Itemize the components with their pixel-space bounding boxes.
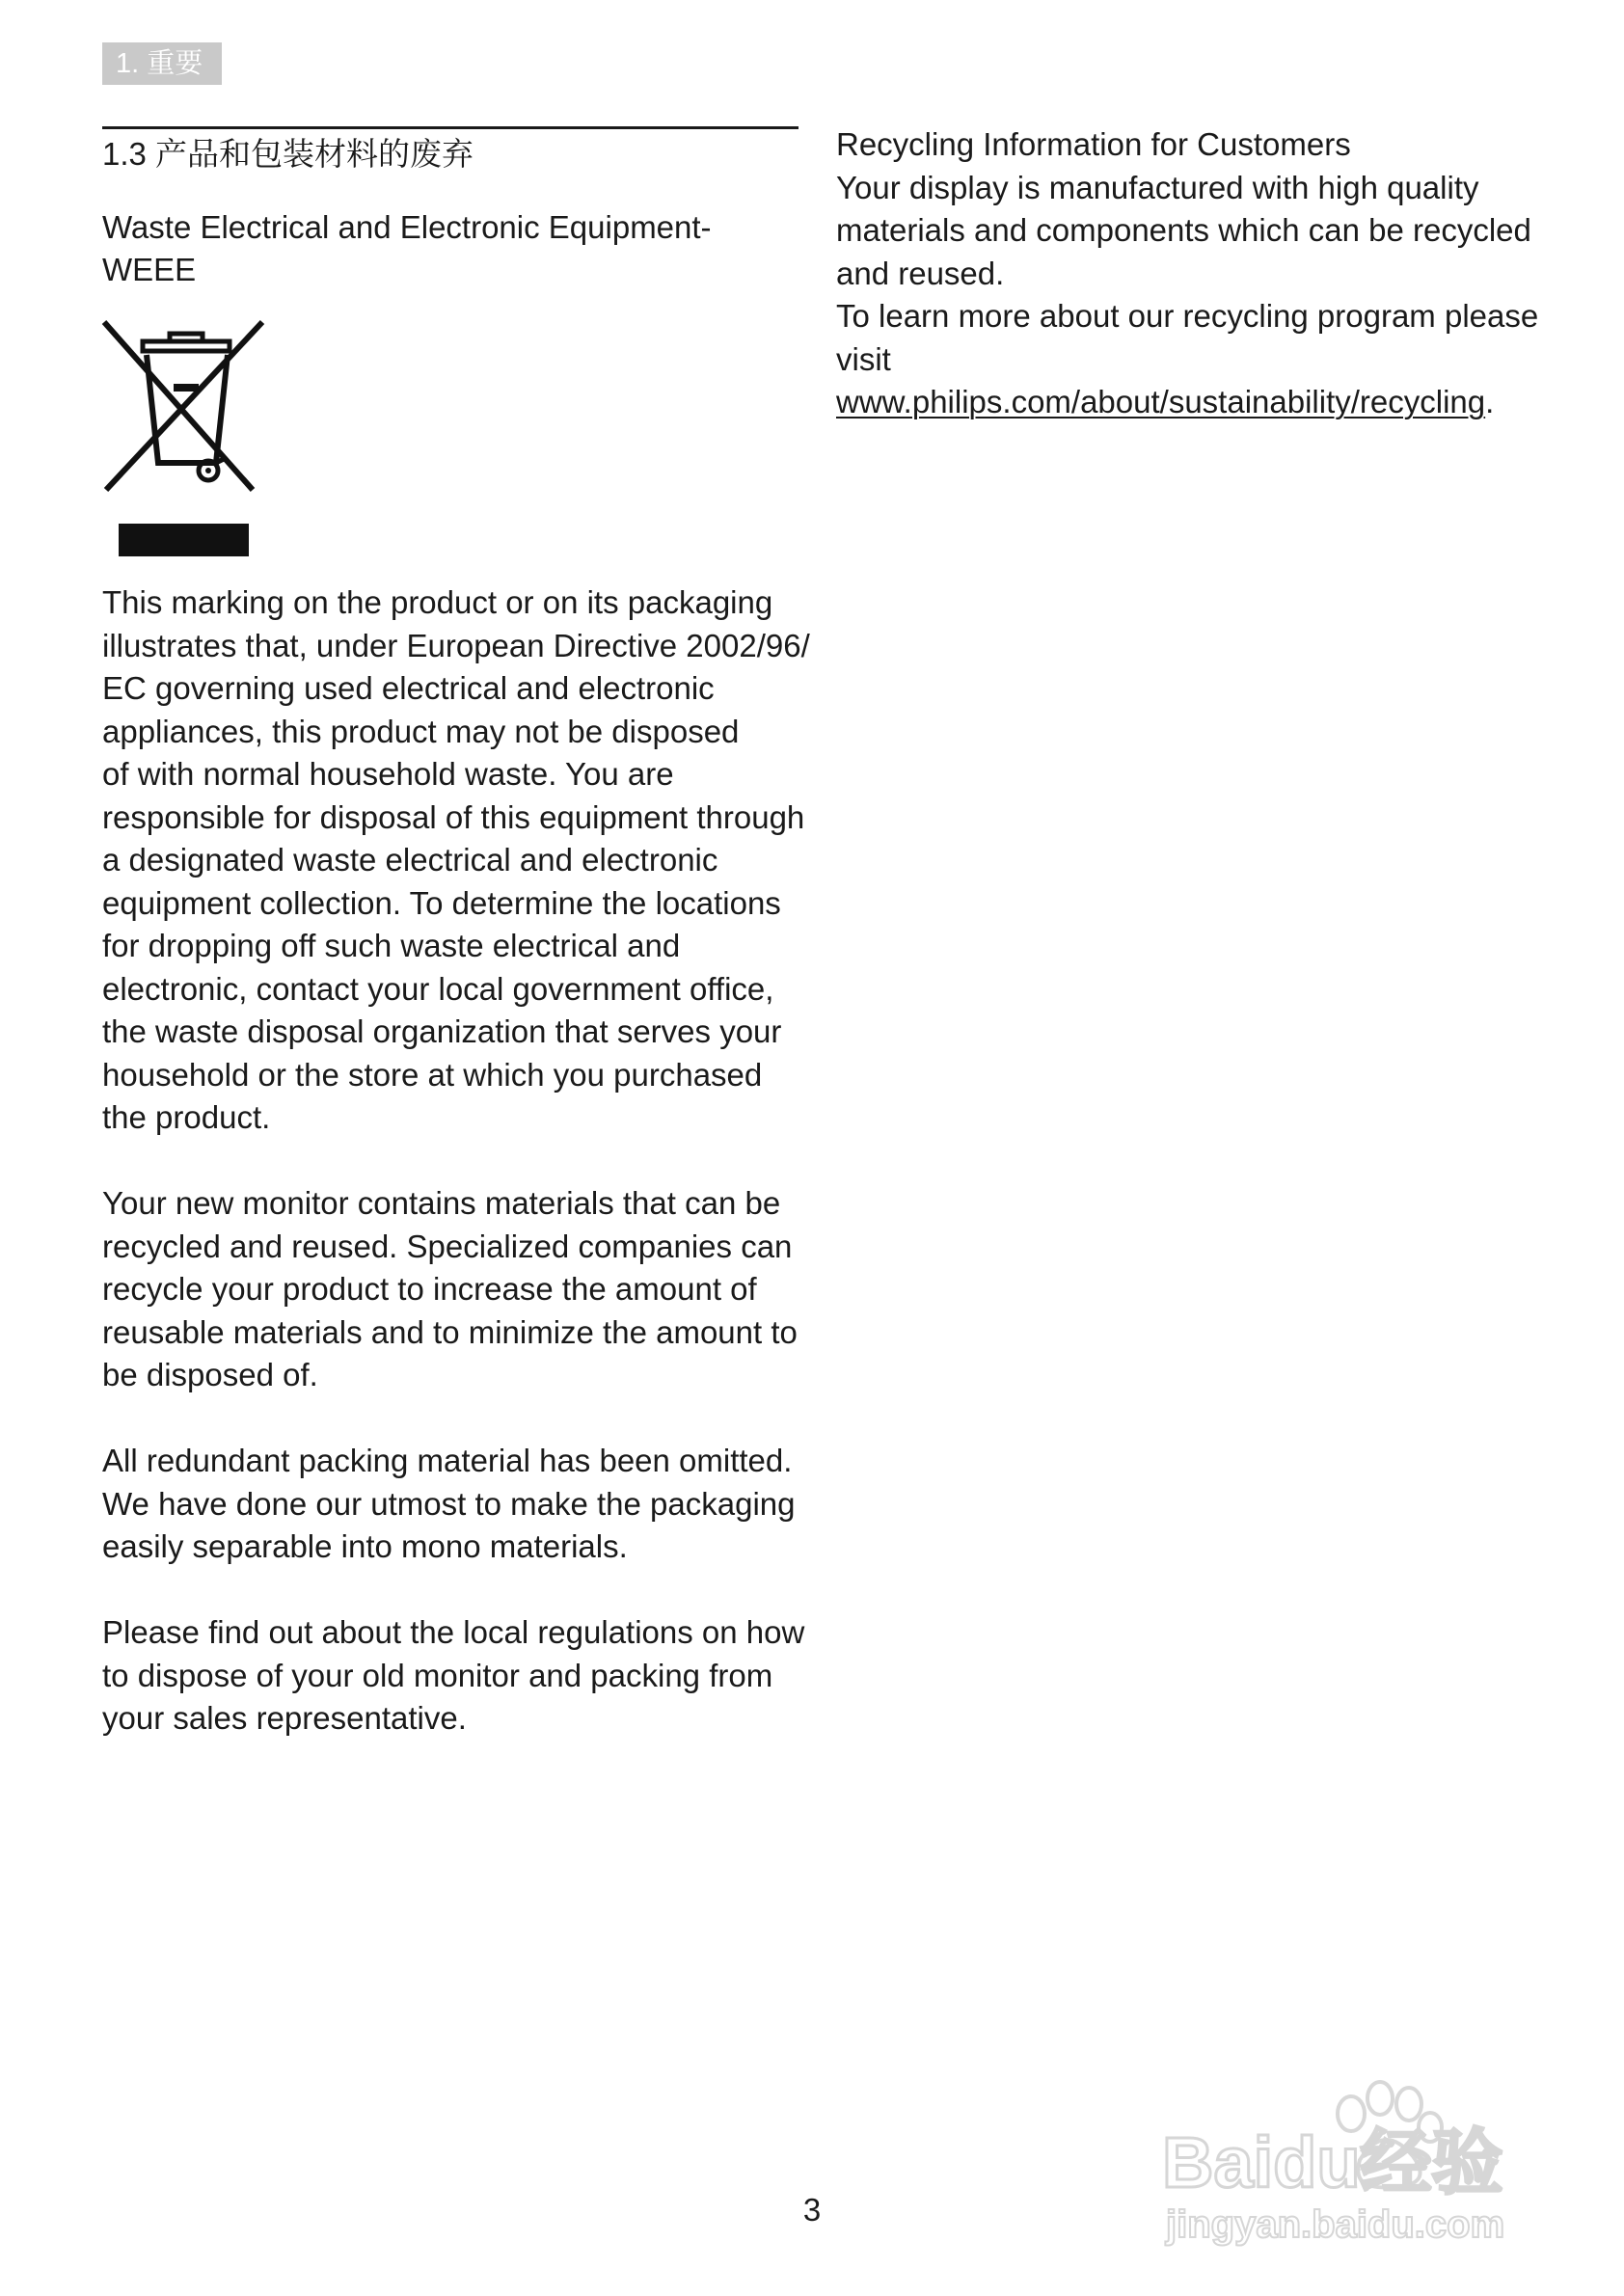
crossed-out-wheelie-bin-icon [100,318,266,494]
weee-paragraph-1: This marking on the product or on its packaging illustrates that, under European Directive 2002/96/ EC governing used electrical and electronic appliances, this product may not be disposed of with normal household waste. You are responsible for disposal of this equipment through a designated waste electrical and electronic equipment collection. To determine the locations for dropping off such waste electrical and electronic, contact your local government office, the waste disposal organization that serves your household or the store at which you purchased the product. [102,584,810,1135]
recycling-text [836,167,1550,424]
recycling-link[interactable]: www.philips.com/about/sustainability/recycling [836,384,1486,419]
weee-paragraph-2: Your new monitor contains materials that can be recycled and reused. Specialized companies can recycle your product to increase the amount of reusable materials and to minimize the amount to be disposed of. [102,1185,798,1392]
right-column [836,123,1550,424]
section-rule [102,126,798,129]
left-column [102,581,816,1783]
chapter-tab: 1. 重要 [102,42,222,85]
weee-black-bar [119,524,249,556]
watermark-url: jingyan.baidu.com [1166,2203,1505,2246]
recycling-text-trailing: . [1485,384,1495,419]
baidu-watermark [1152,2064,1557,2256]
watermark-brand: Baidu经验 [1162,2122,1503,2202]
recycling-title: Recycling Information for Customers [836,126,1351,162]
weee-paragraph-3: All redundant packing material has been omitted. We have done our utmost to make the packaging easily separable into mono materials. [102,1443,796,1564]
recycling-text-body: Your display is manufactured with high quality materials and components which can be recycled and reused. To learn more about our recycling program please visit [836,169,1539,377]
weee-heading: Waste Electrical and Electronic Equipment- WEEE [102,209,712,287]
section-heading: 1.3 产品和包装材料的废弃 [102,136,474,172]
weee-paragraph-4: Please find out about the local regulations on how to dispose of your old monitor and packing from your sales representative. [102,1614,805,1736]
page-number: 3 [802,2192,822,2228]
